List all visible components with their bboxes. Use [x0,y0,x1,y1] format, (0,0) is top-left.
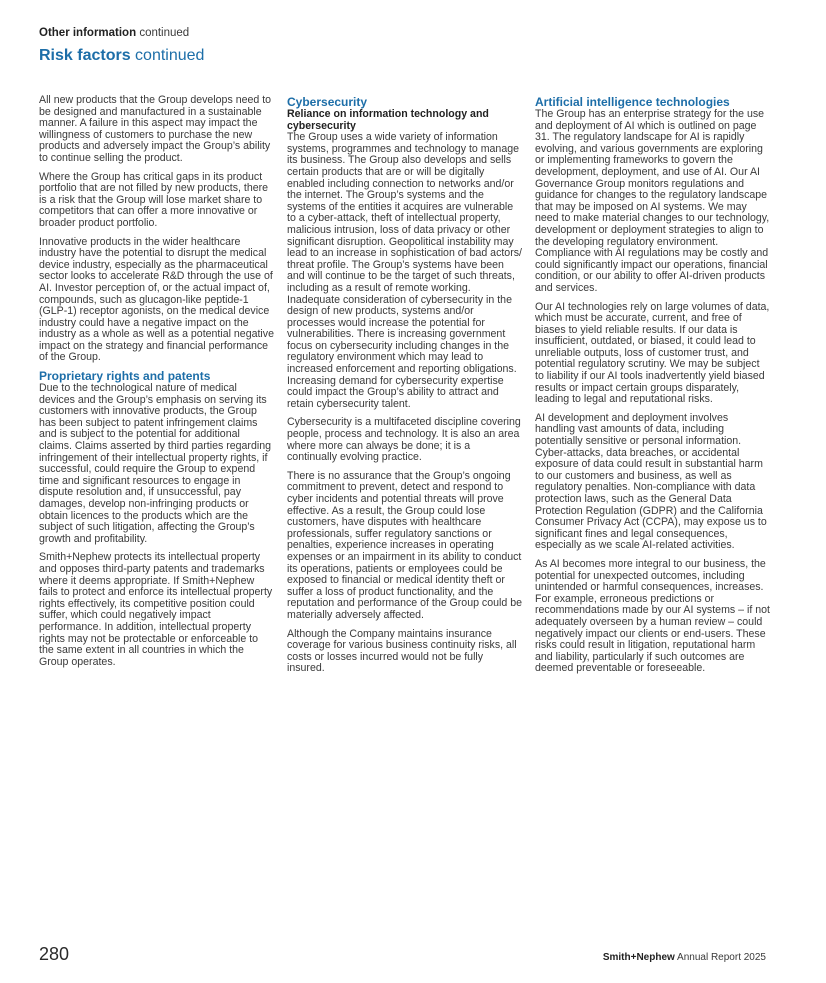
heading-ai-technologies: Artificial intelligence technologies [535,95,730,109]
footer-report-title [603,951,766,965]
paragraph: The Group has an enterprise strategy for the use and deployment of AI which is outlined on page 31. The regulatory landscape for AI is rapidly evolving, and various governments are exploring or implementing frameworks to govern the development, deployment, and use of AI. Our AI Governance Group monitors regulations and guidance for changes to the regulatory landscape that may be imposed on AI systems. We may need to make material changes to our technology, development or deployment strategies to align to the developing regulatory environment. Compliance with AI regulations may be costly and could significantly impact our operations, financial condition, or our ability to offer AI-driven products and services. [535,108,770,294]
paragraph: Innovative products in the wider healthcare industry have the potential to disrupt the medical device industry, especially as the pharmaceutical sector looks to accelerate R&D through the use of AI. Investor perception of, or the actual impact of, compounds, such as glucagon-like peptide-1 (GLP-1) receptor agonists, on the medical device industry could have a negative impact on the industry as a whole as well as a potential negative impact on the strategy and financial performance of the Group. [39,235,274,364]
paragraph: Although the Company maintains insurance coverage for various business continuity risks, all costs or losses incurred would not be fully insured. [287,627,517,675]
paragraph: As AI becomes more integral to our business, the potential for unexpected outcomes, including unintended or harmful consequences, increases. For example, erroneous predictions or recommendations made by our AI systems – if not adequately overseen by a human review – could negatively impact our clients or end-users. These risks could result in litigation, reputational harm and liability, particularly if such outcomes are deemed preventable or foreseeable. [535,557,770,675]
heading-cybersecurity: Cybersecurity [287,95,368,109]
paragraph: Cybersecurity is a multifaceted discipline covering people, process and technology. It is also an area where more can always be done; it is a continually evolving practice. [287,416,521,464]
page-number: 280 [39,944,70,964]
page-header [39,26,789,67]
page-title [39,45,789,67]
footer-brand-name: Smith+Nephew [602,952,675,963]
paragraph: There is no assurance that the Group’s ongoing commitment to prevent, detect and respond to cyber incidents and potential threats will prove effective. As a result, the Group could lose customers, have disputes with healthcare professionals, suffer regulatory sanctions or penalties, experience increases in operating expenses or an impairment in its ability to conduct its operations, patients or employees could be exposed to financial or medical identity theft or suffer a loss of product functionality, and the reputation and performance of the Group could be materially adversely affected. [287,469,522,621]
paragraph: Where the Group has critical gaps in its product portfolio that are not filled by new products, there is a risk that the Group will lose market share to competitors that can offer a more innovative or broader product portfolio. [39,170,269,229]
column-right [535,95,770,682]
column-left [39,95,275,675]
subheading-reliance: Reliance on information technology and cybersecurity [287,108,489,132]
page-title-bold: Risk factors [39,47,131,64]
column-middle [287,95,523,682]
paragraph: Due to the technological nature of medical devices and the Group’s emphasis on serving its customers with innovative products, the Group has been subject to patent infringement claims and is subject to the potential for additional claims. Claims asserted by third parties regarding infringement of their intellectual property rights, if successful, could require the Group to expend time and significant resources to engage in dispute resolution and, if unsuccessful, pay damages, develop non-infringing products or obtain licences to the products which are the subject of such litigation, affecting the Group’s growth and profitability. [39,382,271,545]
paragraph: Smith+Nephew protects its intellectual property and opposes third-party patents and trademarks where it deems appropriate. If Smith+Nephew fails to protect and enforce its intellectual property rights effectively, its competitive position could suffer, which could negatively impact performance. In addition, intellectual property rights may not be protectable or enforceable to the same extent in all countries in which the Group operates. [39,551,273,668]
page-title-rest: continued [130,47,205,64]
footer-report-label: Annual Report 2025 [674,952,766,963]
paragraph: Our AI technologies rely on large volumes of data, which must be accurate, current, and free of biases to yield reliable results. If our data is insufficient, outdated, or biased, it could lead to unreliable outputs, loss of customer trust, and potential regulatory scrutiny. We may be subject to liability if our AI tools inadvertently yield biased results or impact certain groups disparately, leading to legal and reputational risks. [535,300,770,406]
paragraph: All new products that the Group develops need to be designed and manufactured in a sustainable manner. A failure in this aspect may impact the willingness of customers to purchase the new products and adversely impact the Group’s ability to continue selling the product. [39,94,272,164]
heading-proprietary-rights: Proprietary rights and patents [39,369,211,384]
section-eyebrow [39,26,789,41]
paragraph: AI development and deployment involves handling vast amounts of data, including potentially sensitive or personal information. Cyber-attacks, data breaches, or accidental exposure of data could result in substantial harm to our customers and business, as well as regulatory penalties. Non-compliance with data protection laws, such as the General Data Protection Regulation (GDPR) and the California Consumer Privacy Act (CCPA), may expose us to significant fines and legal consequences, especially as we scale AI-related activities. [535,411,767,552]
eyebrow-rest: continued [136,27,190,39]
eyebrow-bold: Other information [39,27,137,39]
paragraph: The Group uses a wide variety of information systems, programmes and technology to manage its business. The Group also develops and sells certain products that are or will be digitally enabled including connection to networks and/or the internet. The Group’s systems and the systems of the entities it acquires are vulnerable to a cyber-attack, theft of intellectual property, malicious intrusion, loss of data privacy or other significant disruption. Geopolitical instability may lead to an increase in sophistication of bad actors/ threat profile. The Group’s systems have been and will continue to be the target of such threats, including as a result of remote working. Inadequate consideration of cybersecurity in the design of new products, systems and/or processes would increase the potential for vulnerabilities. There is increasing government focus on cybersecurity including changes in the regulatory environment which may lead to increased enforcement and reporting obligations. Increasing demand for cybersecurity expertise could impact the Group’s ability to attract and retain cybersecurity talent. [287,131,522,410]
